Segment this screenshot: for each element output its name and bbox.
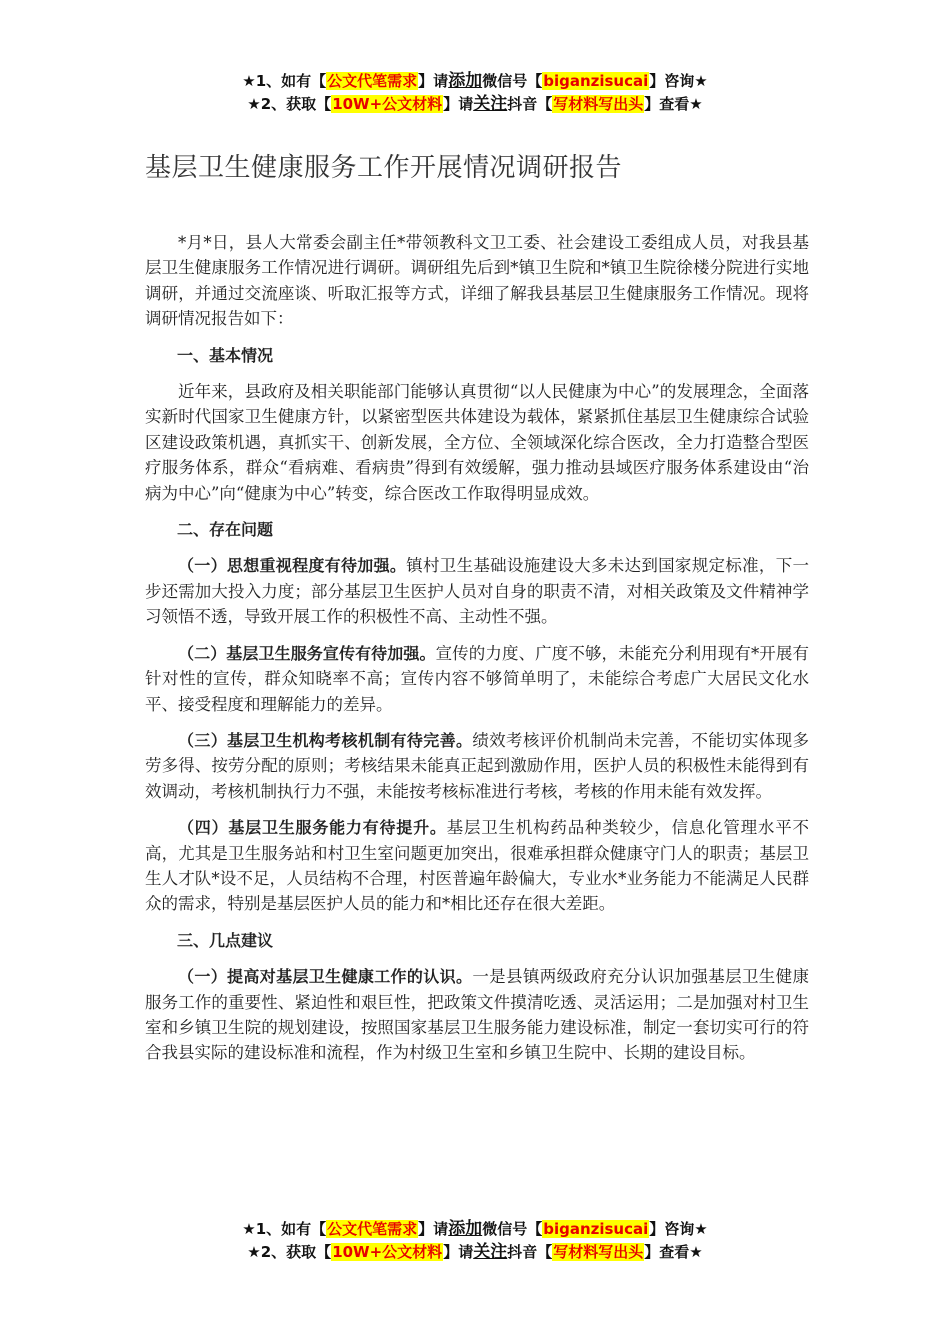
problem-item-2-lead: （二）基层卫生服务宣传有待加强。 bbox=[178, 643, 436, 663]
section-heading-problems: 二、存在问题 bbox=[177, 520, 274, 540]
problem-item-2 bbox=[145, 641, 809, 717]
section-heading-basic: 一、基本情况 bbox=[177, 345, 274, 365]
suggestion-item-1-lead: （一）提高对基层卫生健康工作的认识。 bbox=[178, 967, 473, 987]
document-title: 基层卫生健康服务工作开展情况调研报告 bbox=[145, 153, 623, 183]
promo-line-2-bottom: ★2、获取【10W+公文材料】请关注抖音【写材料写出头】查看★ bbox=[247, 1242, 703, 1262]
promo-line-1-bottom: ★1、如有【公文代笔需求】请添加微信号【biganzisucai】咨询★ bbox=[242, 1219, 708, 1239]
problem-item-1-text: 镇村卫生基础设施建设大多未达到国家规定标准，下一步还需加大投入力度；部分基层卫生医护人员对自身的职责不清，对相关政策及文件精神学习领悟不透，导致开展工作的积极性不高、主动性不强。 bbox=[145, 556, 809, 627]
highlight-service: 公文代笔需求 bbox=[327, 1220, 418, 1238]
highlight-wechat-id: biganzisucai bbox=[543, 72, 649, 90]
document-body bbox=[145, 230, 809, 1077]
suggestion-item-1 bbox=[145, 964, 809, 1066]
problem-item-2-text: 宣传的力度、广度不够，未能充分利用现有*开展有针对性的宣传，群众知晓率不高；宣传内容不够简单明了，未能综合考虑广大居民文化水平、接受程度和理解能力的差异。 bbox=[145, 643, 809, 714]
promo-banner-top bbox=[0, 70, 950, 116]
problem-item-3-text: 绩效考核评价机制尚未完善，不能切实体现多劳多得、按劳分配的原则；考核结果未能真正起到激励作用，医护人员的积极性未能得到有效调动，考核机制执行力不强，未能按考核标准进行考核，考核的作用未能有效发挥。 bbox=[145, 730, 809, 801]
highlight-materials: 10W+公文材料 bbox=[332, 1243, 443, 1261]
highlight-douyin-account: 写材料写出头 bbox=[553, 1243, 644, 1261]
problem-item-1 bbox=[145, 553, 809, 629]
intro-paragraph: *月*日，县人大常委会副主任*带领教科文卫工委、社会建设工委组成人员，对我县基层卫生健康服务工作情况进行调研。调研组先后到*镇卫生院和*镇卫生院徐楼分院进行实地调研，并通过交流座谈、听取汇报等方式，详细了解我县基层卫生健康服务工作情况。现将调研情况报告如下： bbox=[145, 233, 809, 329]
section-basic-paragraph: 近年来，县政府及相关职能部门能够认真贯彻“以人民健康为中心”的发展理念，全面落实新时代国家卫生健康方针，以紧密型医共体建设为载体，紧紧抓住基层卫生健康综合试验区建设政策机遇，真抓实干、创新发展，全方位、全领域深化综合医改，全力打造整合型医疗服务体系，群众“看病难、看病贵”得到有效缓解，强力推动县域医疗服务体系建设由“治病为中心”向“健康为中心”转变，综合医改工作取得明显成效。 bbox=[145, 382, 809, 503]
problem-item-3 bbox=[145, 728, 809, 804]
emphasis-follow: 关注 bbox=[473, 1242, 508, 1262]
emphasis-follow: 关注 bbox=[473, 94, 508, 114]
highlight-materials: 10W+公文材料 bbox=[332, 95, 443, 113]
problem-item-3-lead: （三）基层卫生机构考核机制有待完善。 bbox=[178, 730, 473, 750]
problem-item-1-lead: （一）思想重视程度有待加强。 bbox=[178, 556, 407, 576]
emphasis-add: 添加 bbox=[448, 1219, 483, 1239]
promo-line-2: ★2、获取【10W+公文材料】请关注抖音【写材料写出头】查看★ bbox=[247, 94, 703, 114]
problem-item-4 bbox=[145, 815, 809, 917]
promo-banner-bottom bbox=[0, 1218, 950, 1264]
promo-line-1: ★1、如有【公文代笔需求】请添加微信号【biganzisucai】咨询★ bbox=[242, 71, 708, 91]
problem-item-4-lead: （四）基层卫生服务能力有待提升。 bbox=[178, 818, 447, 838]
highlight-douyin-account: 写材料写出头 bbox=[553, 95, 644, 113]
section-heading-suggestions: 三、几点建议 bbox=[177, 930, 274, 950]
problem-item-4-text: 基层卫生机构药品种类较少，信息化管理水平不高，尤其是卫生服务站和村卫生室问题更加突出，很难承担群众健康守门人的职责；基层卫生人才队*设不足，人员结构不合理，村医普遍年龄偏大，专业水*业务能力不能满足人民群众的需求，特别是基层医护人员的能力和*相比还存在很大差距。 bbox=[145, 818, 809, 914]
highlight-wechat-id: biganzisucai bbox=[543, 1220, 649, 1238]
emphasis-add: 添加 bbox=[448, 71, 483, 91]
suggestion-item-1-text: 一是县镇两级政府充分认识加强基层卫生健康服务工作的重要性、紧迫性和艰巨性，把政策文件摸清吃透、灵活运用；二是加强对村卫生室和乡镇卫生院的规划建设，按照国家基层卫生服务能力建设标准，制定一套切实可行的符合我县实际的建设标准和流程，作为村级卫生室和乡镇卫生院中、长期的建设目标。 bbox=[145, 967, 809, 1063]
highlight-service: 公文代笔需求 bbox=[327, 72, 418, 90]
